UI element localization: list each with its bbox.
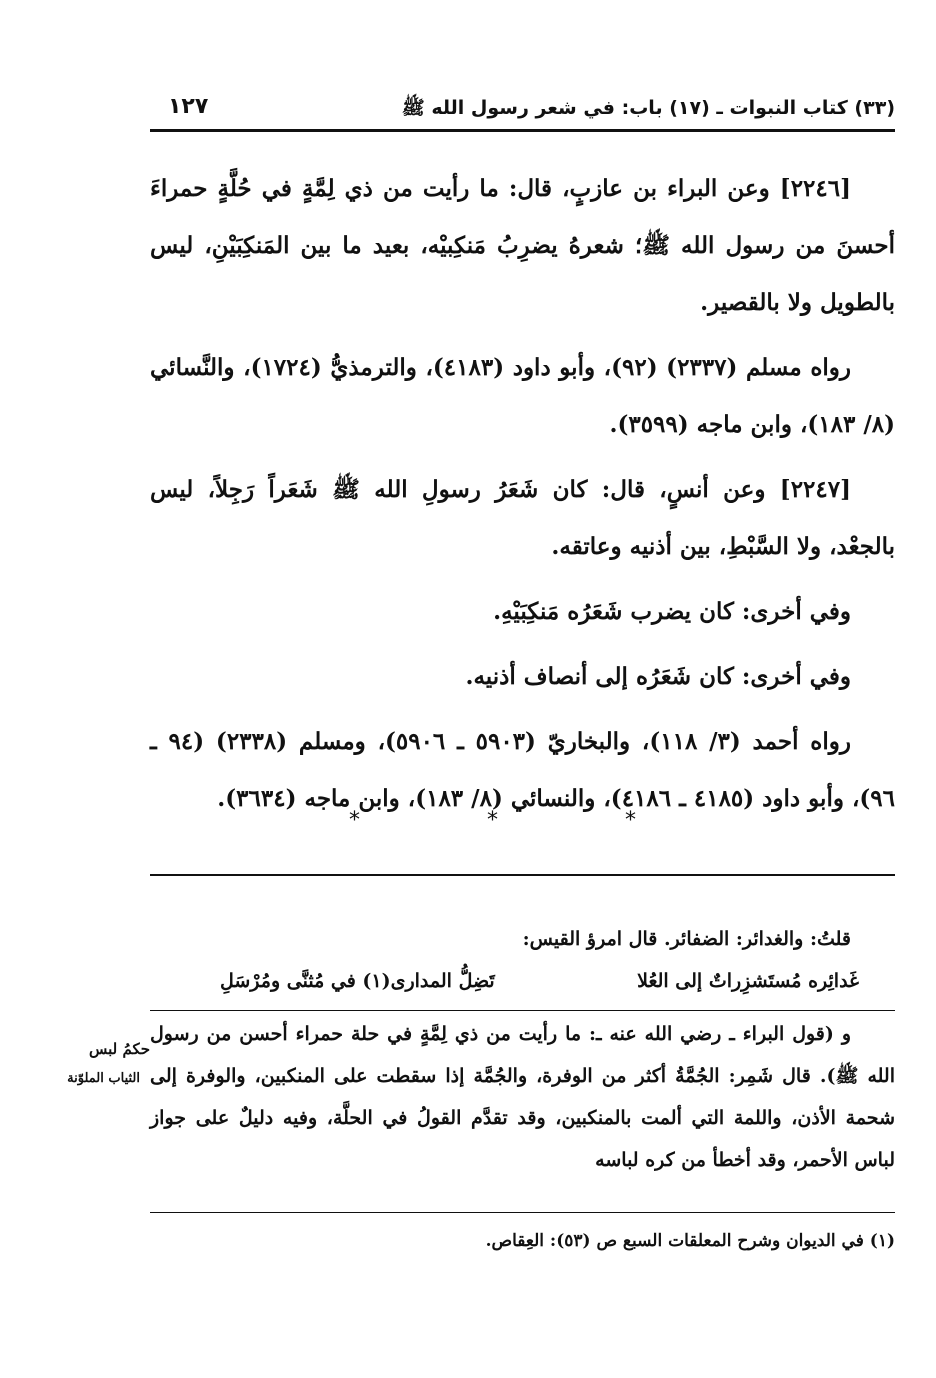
poetry-verse: [150, 960, 895, 1002]
footnote: (١) في الديوان وشرح المعلقات السبع ص (٥٣): العِقاص.: [485, 1231, 895, 1251]
verse-second-hemistich: تَضِلُّ المدارى(١) في مُثنَّى ومُرْسَلِ: [220, 970, 495, 992]
commentary-paragraph: و (قول البراء ـ رضي الله عنه ـ: ما رأيت من ذي لِمَّةٍ في حلة حمراء أحسن من رسول الله ﷺ). قال شَمِر: الجُمَّةُ أكثر من الوفرة، والجُمَّة إذا سقطت على المنكبين، والوفرة إلى شحمة الأذن، واللمة التي ألمت بالمنكبين، وقد تقدَّم القولُ في الحلَّة، وفيه دليلٌ على جواز لباس الأحمر، وقد أخطأ من كره لباسه: [150, 1023, 895, 1171]
notes-divider: [150, 874, 895, 876]
hadith-2247: [٢٢٤٧] وعن أنسٍ، قال: كان شَعَرُ رسولِ الله ﷺ شَعَراً رَجِلاً، ليس بالجعْد، ولا السَّبْطِ، بين أذنيه وعاتقه.: [150, 476, 895, 560]
section-separator: * * *: [349, 808, 696, 833]
running-head: (٣٣) كتاب النبوات ـ (١٧) باب: في شعر رسول الله ﷺ: [401, 97, 895, 119]
margin-note-ruling: حكمُ لبس: [89, 1040, 150, 1058]
hadith-2246-sources: رواه مسلم (٢٣٣٧) (٩٢)، وأبو داود (٤١٨٣)، والترمذيُّ (١٧٢٤)، والنَّسائي (٨/ ١٨٣)، وابن ماجه (٣٥٩٩).: [150, 354, 895, 438]
hadith-2246: [٢٢٤٦] وعن البراء بن عازبٍ، قال: ما رأيت من ذي لِمَّةٍ في حُلَّةٍ حمراءَ أحسنَ من رسول الله ﷺ؛ شعرهُ يضرِبُ مَنكِبيْه، بعيد ما بين المَنكِبَيْنِ، ليس بالطويل ولا بالقصير.: [150, 175, 895, 316]
margin-note-colored-clothes: الثياب الملوّنة: [67, 1071, 140, 1086]
main-text: [150, 160, 895, 835]
verse-divider: [150, 1010, 895, 1011]
footnote-divider: [150, 1212, 895, 1213]
notes-intro: قلتُ: والغدائر: الضفائر. قال امرؤ القيس:: [522, 928, 851, 950]
verse-first-hemistich: غَدائِره مُستَشزِراتٌ إلى العُلا: [637, 970, 859, 992]
page-header: [150, 92, 895, 132]
hadith-2247-variant-1: وفي أخرى: كان يضرب شَعَرُه مَنكِبَيْهِ.: [493, 598, 851, 625]
commentary-notes: [150, 918, 895, 1181]
page-number: ١٢٧: [168, 94, 209, 119]
hadith-2247-sources: رواه أحمد (٣/ ١١٨)، والبخاريّ (٥٩٠٣ ـ ٥٩٠٦)، ومسلم (٢٣٣٨) (٩٤ ـ ٩٦)، وأبو داود (٤١٨٥ ـ ٤١٨٦)، والنسائي (٨/ ١٨٣)، وابن ماجه (٣٦٣٤).: [150, 728, 895, 812]
hadith-2247-variant-2: وفي أخرى: كان شَعَرُه إلى أنصاف أذنيه.: [465, 663, 851, 690]
header-rule: [150, 129, 895, 132]
